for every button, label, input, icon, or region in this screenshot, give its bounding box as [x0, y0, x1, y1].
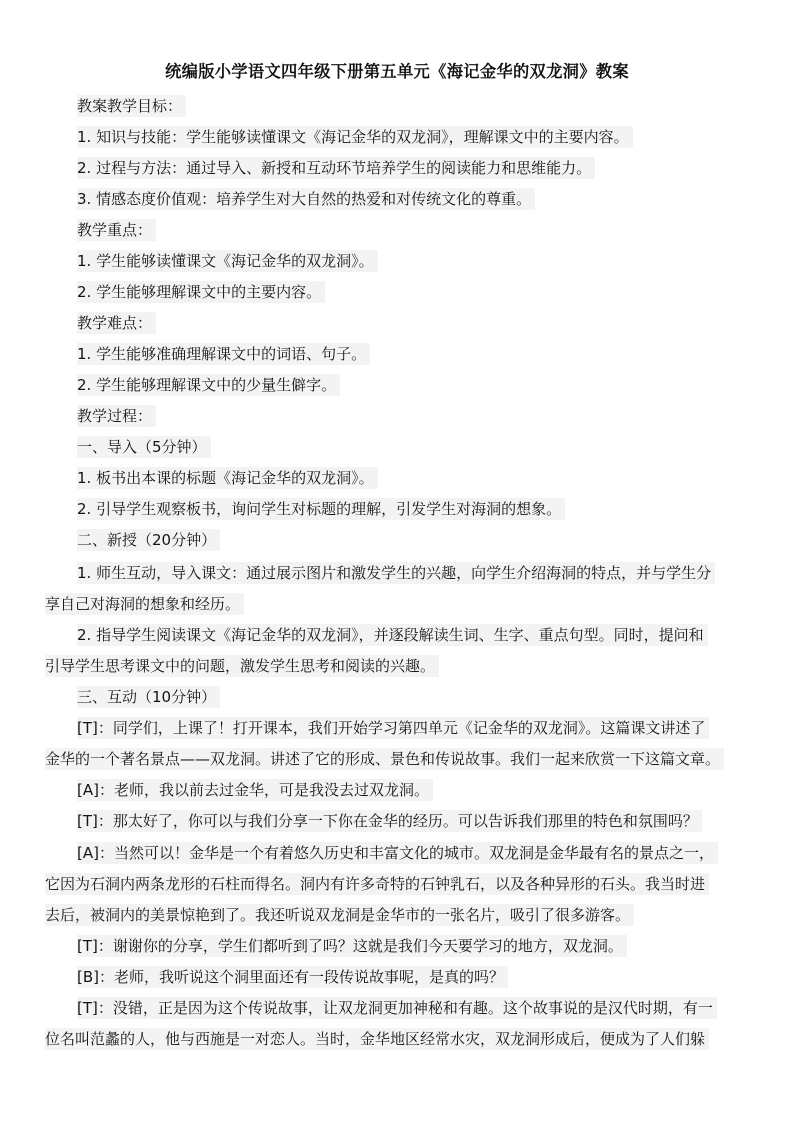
dialogue-t1-line-2: 金华的一个著名景点——双龙洞。讲述了它的形成、景色和传说故事。我们一起来欣赏一下这篇文章。: [45, 748, 724, 770]
objective-item-3: 3. 情感态度价值观：培养学生对大自然的热爱和对传统文化的尊重。: [77, 188, 535, 210]
dialogue-a2-line-2: 它因为石洞内两条龙形的石柱而得名。洞内有许多奇特的石钟乳石，以及各种异形的石头。我当时进: [45, 873, 709, 895]
new-item-2-line-2: 引导学生思考课文中的问题，激发学生思考和阅读的兴趣。: [45, 655, 439, 677]
key-points-heading: 教学重点：: [77, 219, 156, 241]
process-heading: 教学过程：: [77, 405, 156, 427]
page-title: 统编版小学语文四年级下册第五单元《海记金华的双龙洞》教案: [165, 62, 629, 81]
objective-item-1: 1. 知识与技能：学生能够读懂课文《海记金华的双龙洞》，理解课文中的主要内容。: [77, 126, 633, 148]
dialogue-t1-line-1: [T]：同学们，上课了！打开课本，我们开始学习第四单元《记金华的双龙洞》。这篇课文讲述了: [77, 717, 709, 739]
difficulties-heading: 教学难点：: [77, 312, 156, 334]
dialogue-a1: [A]：老师，我以前去过金华，可是我没去过双龙洞。: [77, 779, 433, 801]
section-new-heading: 二、新授（20分钟）: [77, 529, 220, 551]
new-item-1-line-1: 1. 师生互动，导入课文：通过展示图片和激发学生的兴趣，向学生介绍海洞的特点，并与学生分: [77, 562, 715, 584]
key-point-item-2: 2. 学生能够理解课文中的主要内容。: [77, 281, 325, 303]
dialogue-b1: [B]：老师，我听说这个洞里面还有一段传说故事呢，是真的吗？: [77, 966, 508, 988]
intro-item-2: 2. 引导学生观察板书，询问学生对标题的理解，引发学生对海洞的想象。: [77, 498, 565, 520]
key-point-item-1: 1. 学生能够读懂课文《海记金华的双龙洞》。: [77, 250, 378, 272]
section-intro-heading: 一、导入（5分钟）: [77, 436, 211, 458]
new-item-2-line-1: 2. 指导学生阅读课文《海记金华的双龙洞》，并逐段解读生词、生字、重点句型。同时，提问和: [77, 624, 708, 646]
section-interact-heading: 三、互动（10分钟）: [77, 686, 220, 708]
dialogue-a2-line-3: 去后，被洞内的美景惊艳到了。我还听说双龙洞是金华市的一张名片，吸引了很多游客。: [45, 904, 634, 926]
dialogue-t4-line-1: [T]：没错，正是因为这个传说故事，让双龙洞更加神秘和有趣。这个故事说的是汉代时期，有一: [77, 997, 717, 1019]
dialogue-t2: [T]：那太好了，你可以与我们分享一下你在金华的经历。可以告诉我们那里的特色和氛围吗？: [77, 810, 702, 832]
objective-item-2: 2. 过程与方法：通过导入、新授和互动环节培养学生的阅读能力和思维能力。: [77, 157, 595, 179]
dialogue-t4-line-2: 位名叫范蠡的人，他与西施是一对恋人。当时，金华地区经常水灾，双龙洞形成后，便成为了人们躲: [45, 1028, 709, 1050]
objectives-heading: 教案教学目标：: [77, 95, 186, 117]
dialogue-t3: [T]：谢谢你的分享，学生们都听到了吗？这就是我们今天要学习的地方，双龙洞。: [77, 935, 627, 957]
difficulty-item-2: 2. 学生能够理解课文中的少量生僻字。: [77, 374, 340, 396]
dialogue-a2-line-1: [A]：当然可以！金华是一个有着悠久历史和丰富文化的城市。双龙洞是金华最有名的景点之一，: [77, 842, 718, 864]
new-item-1-line-2: 享自己对海洞的想象和经历。: [45, 593, 244, 615]
intro-item-1: 1. 板书出本课的标题《海记金华的双龙洞》。: [77, 467, 378, 489]
difficulty-item-1: 1. 学生能够准确理解课文中的词语、句子。: [77, 343, 370, 365]
